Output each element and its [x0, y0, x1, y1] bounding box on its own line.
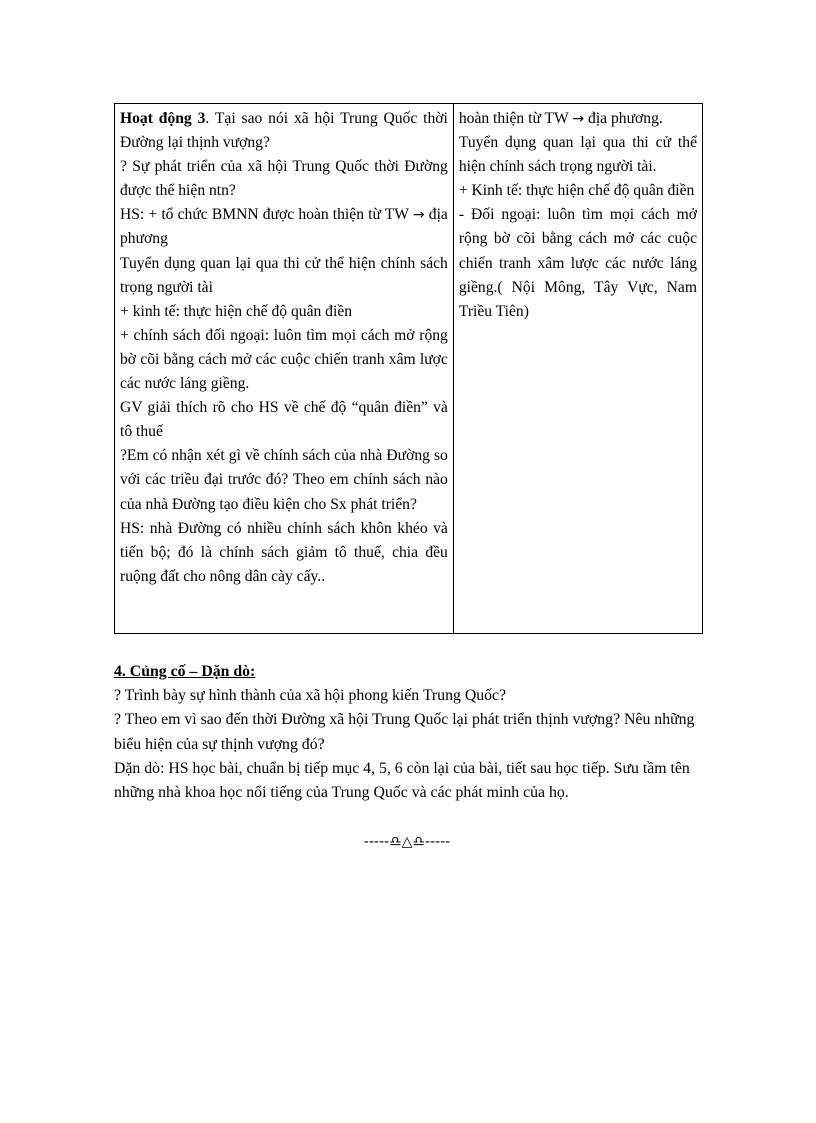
- table-right-column: [454, 104, 702, 633]
- summary-recruitment: Tuyển dụng quan lại qua thi cử thể hiện chính sách trọng người tài.: [458, 134, 697, 176]
- table-left-column: [115, 104, 454, 633]
- end-divider: -----♎△♎-----: [363, 834, 451, 850]
- summary-economy: + Kinh tế: thực hiện chế độ quân điền: [458, 182, 695, 200]
- answer-1-structure: [120, 203, 448, 251]
- activity-heading-question: . Tại sao nói xã hội Trung Quốc thời Đường lại thịnh vượng?: [120, 110, 448, 152]
- section-title: 4. Củng cố – Dặn dò:: [114, 663, 256, 680]
- review-question-1: ? Trình bày sự hình thành của xã hội phong kiến Trung Quốc?: [114, 687, 507, 705]
- review-question-2: ? Theo em vì sao đến thời Đường xã hội Trung Quốc lại phát triển thịnh vượng? Nêu những biểu hiện của sự thịnh vượng đó?: [114, 711, 695, 753]
- section-consolidation: [114, 660, 704, 805]
- arrow-right-icon: →: [572, 111, 585, 127]
- answer-1-recruitment: Tuyển dụng quan lại qua thi cử thể hiện chính sách trọng người tài: [120, 254, 448, 296]
- answer-1-structure-text: HS: + tổ chức BMNN được hoàn thiện từ TW: [120, 206, 409, 224]
- question-1: ? Sự phát triển của xã hội Trung Quốc thời Đường được thể hiện ntn?: [120, 158, 448, 200]
- summary-structure-text: hoàn thiện từ TW: [458, 110, 569, 127]
- answer-1-structure-end: địa phương: [120, 206, 448, 248]
- teacher-note: GV giải thích rõ cho HS về chế độ “quân điền” và tô thuế: [120, 399, 448, 441]
- arrow-right-icon: →: [412, 207, 425, 224]
- question-2: ?Em có nhận xét gì về chính sách của nhà Đường so với các triều đại trước đó? Theo em chính sách nào của nhà Đường tạo điều kiện cho Sx phát triển?: [120, 447, 448, 513]
- summary-structure: [459, 107, 697, 131]
- activity-heading: [120, 107, 448, 155]
- answer-2: HS: nhà Đường có nhiều chính sách khôn khéo và tiến bộ; đó là chính sách giảm tô thuế, chia đều ruộng đất cho nông dân cày cấy..: [120, 519, 448, 585]
- answer-1-economy: + kinh tế: thực hiện chế độ quân điền: [120, 302, 353, 320]
- answer-1-foreign-policy: + chính sách đối ngoại: luôn tìm mọi cách mở rộng bờ cõi bằng cách mở các cuộc chiến tranh xâm lược các nước láng giềng.: [120, 326, 448, 393]
- lesson-table: [114, 103, 703, 634]
- summary-foreign-policy: - Đối ngoại: luôn tìm mọi cách mở rộng bờ cõi bằng cách mở các cuộc chiến tranh xâm lược các nước láng giềng.( Nội Mông, Tây Vực, Nam Triều Tiên): [458, 206, 697, 320]
- activity-heading-bold: Hoạt động 3: [120, 110, 206, 127]
- summary-structure-end: địa phương.: [588, 110, 663, 127]
- homework-note: Dặn dò: HS học bài, chuẩn bị tiếp mục 4, 5, 6 còn lại của bài, tiết sau học tiếp. Sưu tầm tên những nhà khoa học nổi tiếng của Trung Quốc và các phát minh của họ.: [114, 759, 690, 802]
